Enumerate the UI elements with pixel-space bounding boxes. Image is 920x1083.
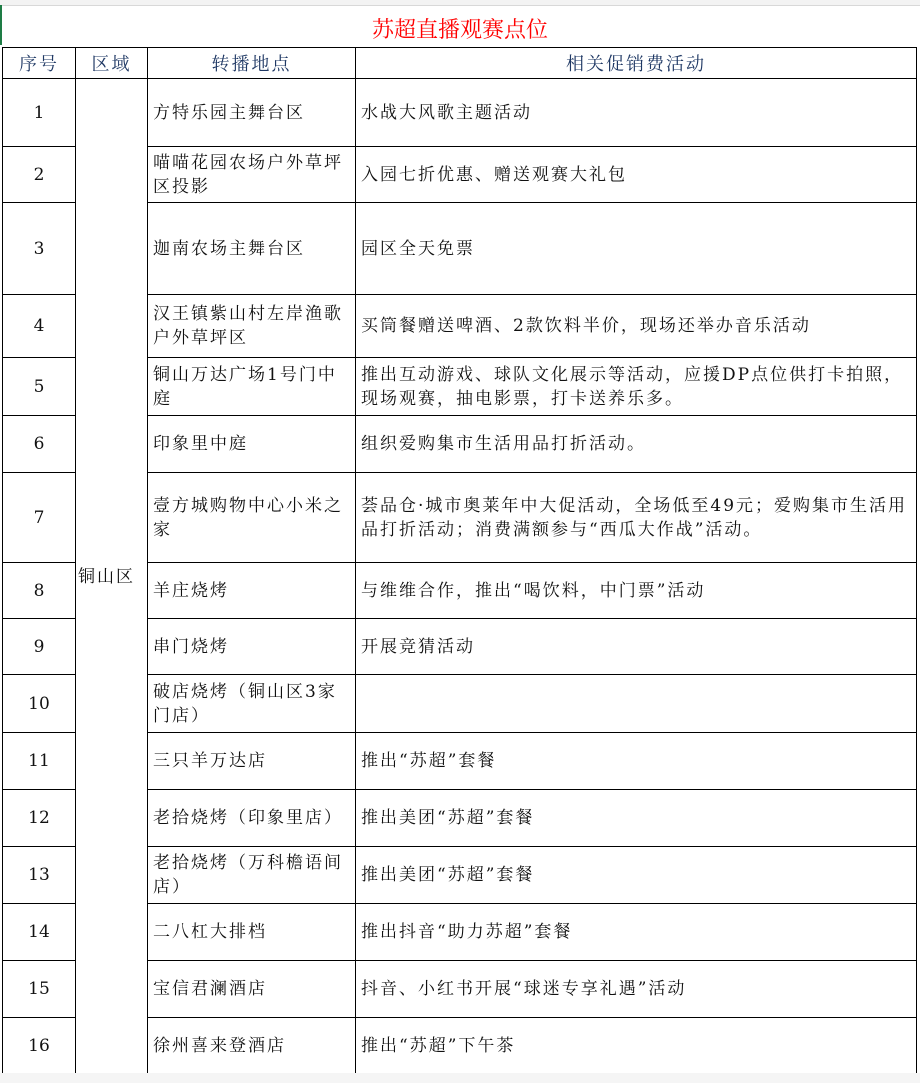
cell-place[interactable]: 印象里中庭 [148, 416, 356, 473]
cell-no[interactable]: 2 [3, 147, 76, 203]
cell-place[interactable]: 壹方城购物中心小米之家 [148, 473, 356, 563]
cell-activity[interactable]: 园区全天免票 [356, 203, 917, 295]
bottom-strip [0, 1073, 920, 1083]
cell-no[interactable]: 7 [3, 473, 76, 563]
cell-no[interactable]: 12 [3, 790, 76, 847]
cell-place[interactable]: 方特乐园主舞台区 [148, 79, 356, 147]
cell-activity[interactable]: 组织爱购集市生活用品打折活动。 [356, 416, 917, 473]
cell-no[interactable]: 14 [3, 904, 76, 961]
header-region[interactable]: 区域 [76, 48, 148, 79]
cell-place[interactable]: 二八杠大排档 [148, 904, 356, 961]
cell-place[interactable]: 喵喵花园农场户外草坪区投影 [148, 147, 356, 203]
cell-place[interactable]: 串门烧烤 [148, 619, 356, 675]
header-place[interactable]: 转播地点 [148, 48, 356, 79]
cell-no[interactable]: 13 [3, 847, 76, 904]
cell-place[interactable]: 迦南农场主舞台区 [148, 203, 356, 295]
cell-activity[interactable]: 推出“苏超”下午茶 [356, 1018, 917, 1075]
cell-no[interactable]: 8 [3, 563, 76, 619]
cell-region[interactable]: 铜山区 [76, 79, 148, 1075]
cell-no[interactable]: 10 [3, 675, 76, 733]
header-activity[interactable]: 相关促销费活动 [356, 48, 917, 79]
cell-activity[interactable]: 荟品仓·城市奥莱年中大促活动，全场低至49元；爱购集市生活用品打折活动；消费满额参与“西瓜大作战”活动。 [356, 473, 917, 563]
cell-activity[interactable]: 推出“苏超”套餐 [356, 733, 917, 790]
cell-place[interactable]: 徐州喜来登酒店 [148, 1018, 356, 1075]
cell-no[interactable]: 3 [3, 203, 76, 295]
cell-no[interactable]: 1 [3, 79, 76, 147]
cell-activity[interactable]: 抖音、小红书开展“球迷专享礼遇”活动 [356, 961, 917, 1018]
cell-activity[interactable]: 推出抖音“助力苏超”套餐 [356, 904, 917, 961]
cell-no[interactable]: 16 [3, 1018, 76, 1075]
venue-table [2, 47, 917, 1075]
header-row [3, 48, 917, 79]
cell-place[interactable]: 老拾烧烤（印象里店） [148, 790, 356, 847]
cell-activity[interactable]: 买筒餐赠送啤酒、2款饮料半价，现场还举办音乐活动 [356, 295, 917, 358]
cell-place[interactable]: 铜山万达广场1号门中庭 [148, 358, 356, 416]
cell-no[interactable]: 4 [3, 295, 76, 358]
cell-place[interactable]: 汉王镇紫山村左岸渔歌户外草坪区 [148, 295, 356, 358]
cell-no[interactable]: 6 [3, 416, 76, 473]
cell-activity[interactable]: 与维维合作，推出“喝饮料，中门票”活动 [356, 563, 917, 619]
cell-place[interactable]: 老拾烧烤（万科檐语间店） [148, 847, 356, 904]
cell-no[interactable]: 15 [3, 961, 76, 1018]
cell-place[interactable]: 宝信君澜酒店 [148, 961, 356, 1018]
cell-activity[interactable]: 推出美团“苏超”套餐 [356, 847, 917, 904]
cell-activity[interactable] [356, 675, 917, 733]
cell-place[interactable]: 破店烧烤（铜山区3家门店） [148, 675, 356, 733]
cell-activity[interactable]: 推出美团“苏超”套餐 [356, 790, 917, 847]
cell-activity[interactable]: 推出互动游戏、球队文化展示等活动，应援DP点位供打卡拍照，现场观赛，抽电影票，打卡送养乐多。 [356, 358, 917, 416]
cell-no[interactable]: 5 [3, 358, 76, 416]
cell-place[interactable]: 羊庄烧烤 [148, 563, 356, 619]
column-header-strip [0, 0, 920, 6]
cell-place[interactable]: 三只羊万达店 [148, 733, 356, 790]
cell-activity[interactable]: 入园七折优惠、赠送观赛大礼包 [356, 147, 917, 203]
cell-activity[interactable]: 水战大风歌主题活动 [356, 79, 917, 147]
cell-activity[interactable]: 开展竞猜活动 [356, 619, 917, 675]
sheet-title: 苏超直播观赛点位 [371, 18, 548, 43]
header-no[interactable]: 序号 [3, 48, 76, 79]
cell-no[interactable]: 9 [3, 619, 76, 675]
cell-no[interactable]: 11 [3, 733, 76, 790]
table-row [3, 79, 917, 147]
